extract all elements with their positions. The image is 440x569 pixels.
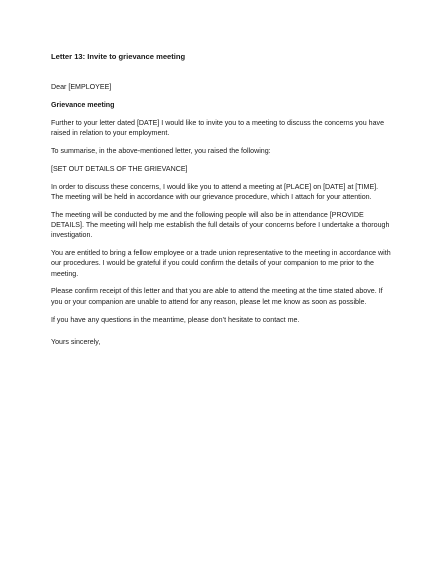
letter-title: Letter 13: Invite to grievance meeting — [51, 52, 186, 61]
paragraph-summary-intro: To summarise, in the above-mentioned letter, you raised the following: — [51, 146, 271, 155]
closing: Yours sincerely, — [51, 337, 101, 346]
paragraph-meeting-arrangements: In order to discuss these concerns, I would like you to attend a meeting at [PLACE] on [DATE] at [TIME]. The meeting will be held in accordance with our grievance procedure, which I attach for your attention. — [51, 182, 379, 201]
paragraph-invitation: Further to your letter dated [DATE] I would like to invite you to a meeting to discuss the concerns you have raised in relation to your employment. — [51, 118, 385, 138]
paragraph-confirm-receipt: Please confirm receipt of this letter and that you are able to attend the meeting at the time stated above. If you or your companion are unable to attend for any reason, please let me know as soon as possible. — [51, 287, 383, 306]
subject-heading: Grievance meeting — [51, 101, 115, 110]
letter-body — [51, 52, 391, 355]
paragraph-companion-right: You are entitled to bring a fellow employee or a trade union representative to the meeting in accordance with our procedures. I would be grateful if you could confirm the details of your companion to me prior to the meeting. — [51, 249, 391, 278]
salutation: Dear [EMPLOYEE] — [51, 83, 112, 92]
paragraph-grievance-details: [SET OUT DETAILS OF THE GRIEVANCE] — [51, 164, 188, 173]
paragraph-questions: If you have any questions in the meantime, please don’t hesitate to contact me. — [51, 315, 300, 324]
paragraph-attendees: The meeting will be conducted by me and the following people will also be in attendance [PROVIDE DETAILS]. The meeting will help me establish the full details of your concerns before I undertake a thorough investigation. — [51, 210, 390, 240]
